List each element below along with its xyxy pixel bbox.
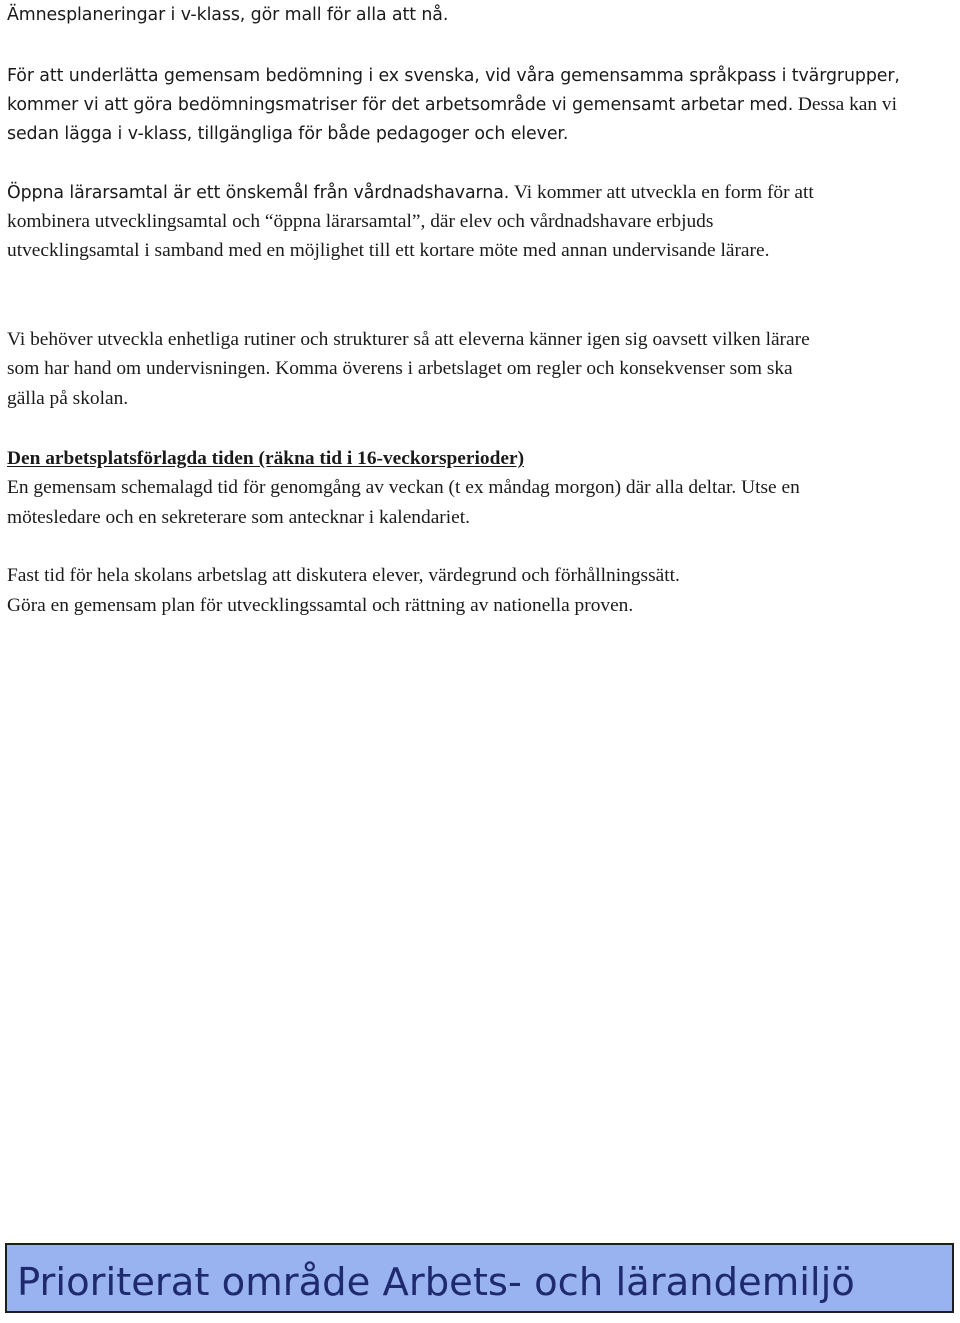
- para5-line2: Göra en gemensam plan för utvecklingssamtal och rättning av nationella proven.: [7, 595, 634, 616]
- para2-line1: [7, 181, 814, 205]
- para3-line3: gälla på skolan.: [7, 388, 129, 409]
- para1-line2-serif: Dessa kan vi: [797, 94, 898, 115]
- priority-banner: [5, 1243, 954, 1313]
- para1-line3: sedan lägga i v-klass, tillgängliga för både pedagoger och elever.: [7, 124, 569, 144]
- para1-line2: [7, 93, 897, 117]
- para2-line2: kombinera utvecklingsamtal och “öppna lärarsamtal”, där elev och vårdnadshavare erbjuds: [7, 211, 714, 232]
- para1-line2-sans: kommer vi att göra bedömningsmatriser för det arbetsområde vi gemensamt arbetar med.: [7, 95, 794, 115]
- para3-line2: som har hand om undervisningen. Komma överens i arbetslaget om regler och konsekvenser som ska: [7, 358, 793, 379]
- para2-line1-serif: Vi kommer att utveckla en form för att: [513, 182, 814, 203]
- section-heading: Den arbetsplatsförlagda tiden (räkna tid i 16-veckorsperioder): [7, 448, 525, 469]
- banner-title: Prioriterat område Arbets- och lärandemiljö: [17, 1260, 855, 1305]
- para4-line1: En gemensam schemalagd tid för genomgång av veckan (t ex måndag morgon) där alla deltar. Utse en: [7, 477, 800, 498]
- para2-line3: utvecklingsamtal i samband med en möjlighet till ett kortare möte med annan undervisande lärare.: [7, 240, 770, 261]
- para3-line1: Vi behöver utveckla enhetliga rutiner och strukturer så att eleverna känner igen sig oavsett vilken lärare: [7, 329, 810, 350]
- para2-line1-sans: Öppna lärarsamtal är ett önskemål från vårdnadshavarna.: [7, 183, 510, 203]
- para1-line1: För att underlätta gemensam bedömning i ex svenska, vid våra gemensamma språkpass i tvärgrupper,: [7, 66, 900, 86]
- para5-line1: Fast tid för hela skolans arbetslag att diskutera elever, värdegrund och förhållningssätt.: [7, 565, 680, 586]
- heading-line: Ämnesplaneringar i v-klass, gör mall för alla att nå.: [7, 5, 449, 25]
- para4-line2: mötesledare och en sekreterare som antecknar i kalendariet.: [7, 507, 470, 528]
